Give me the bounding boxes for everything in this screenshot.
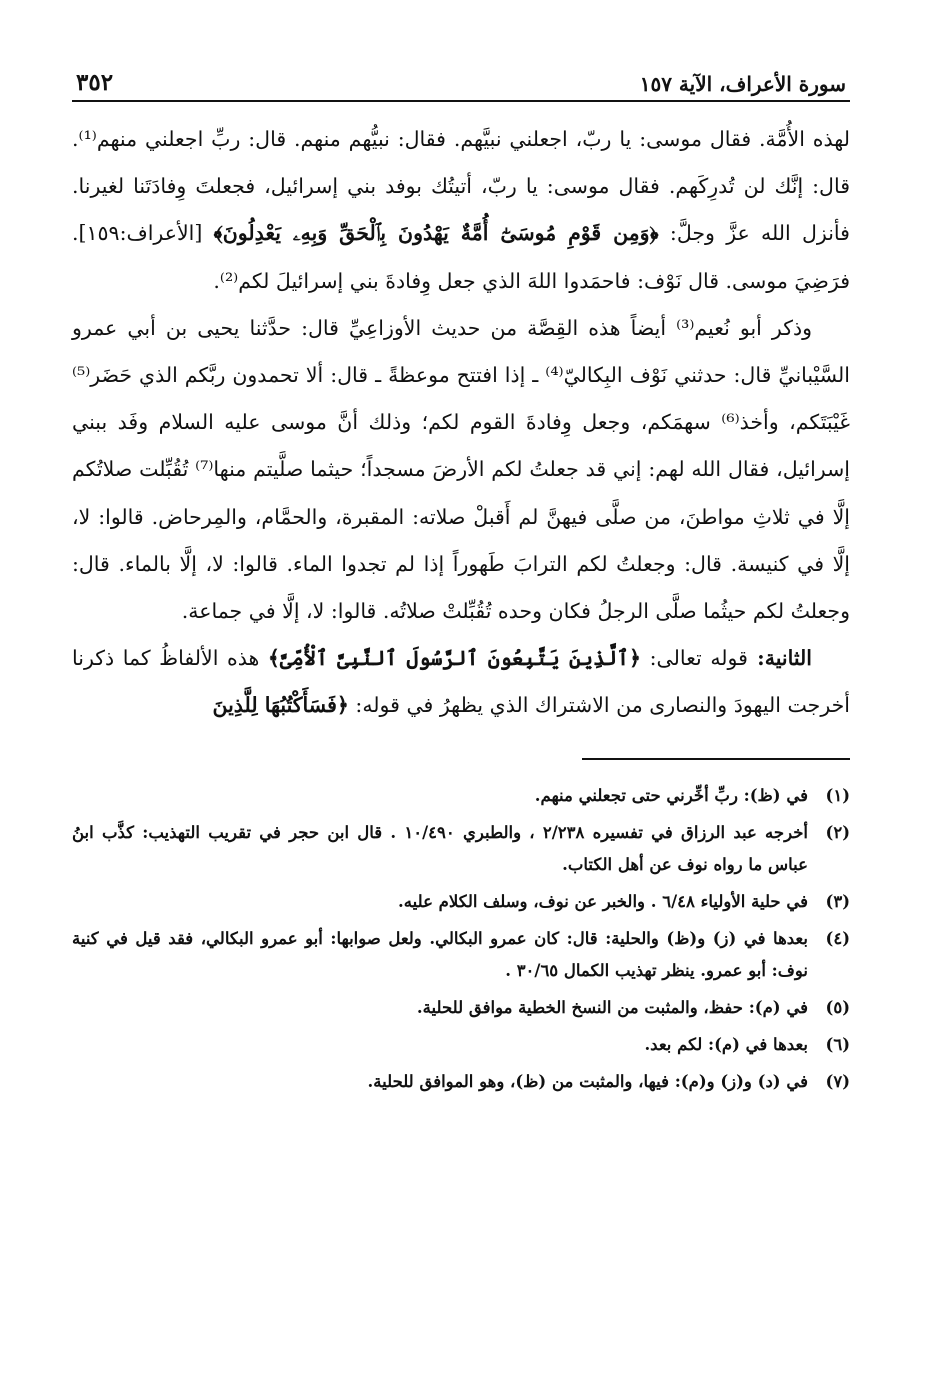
footnotes <box>72 780 850 1098</box>
footnote-number: (٣) <box>825 891 850 911</box>
footnote-number: (٧) <box>825 1071 850 1091</box>
main-text <box>72 116 850 730</box>
paragraph-3 <box>72 635 850 729</box>
quran-verse-2: ﴿ٱلَّذِينَ يَتَّبِعُونَ ٱلرَّسُولَ ٱلنَّبِىَّ ٱلْأُمِّىَّ﴾ <box>267 646 642 671</box>
footnote-text: في حلية الأولياء ٦/٤٨ . والخبر عن نوف، وسلف الكلام عليه. <box>398 891 808 911</box>
section-lead: الثانية: <box>747 646 812 671</box>
footnote-number: (٥) <box>825 997 850 1017</box>
footnote-number: (١) <box>825 785 850 805</box>
footnote-text: أخرجه عبد الرزاق في تفسيره ٢/٢٣٨ ، والطبري ١٠/٤٩٠ . قال ابن حجر في تقريب التهذيب: كذَّب ابنُ عباس ما رواه نوف عن أهل الكتاب. <box>72 822 808 874</box>
paragraph-1 <box>72 116 850 305</box>
page-header <box>72 58 850 102</box>
paragraph-3-text-b: هذه الألفاظُ كما ذكرنا أخرجت اليهودَ والنصارى من الاشتراك الذي يظهرُ في قوله: <box>72 646 850 718</box>
footnote-text: في (م): حفظ، والمثبت من النسخ الخطية موافق للحلية. <box>416 997 808 1017</box>
footnote <box>72 780 850 812</box>
footnote-number: (٤) <box>825 928 850 948</box>
footnote-separator <box>582 758 850 760</box>
running-title: سورة الأعراف، الآية ١٥٧ <box>639 72 846 96</box>
paragraph-3-text-a: قوله تعالى: <box>641 646 748 671</box>
footnote-number: (٢) <box>825 822 850 842</box>
footnote <box>72 992 850 1024</box>
footnote-number: (٦) <box>825 1034 850 1054</box>
quran-verse-3: ﴿فَسَأَكْتُبُهَا لِلَّذِينَ <box>212 693 349 718</box>
paragraph-1-text-b: [الأعراف:١٥٩]. فرَضِيَ موسى. قال نَوْف: فاحمَدوا اللهَ الذي جعل وِفادةَ بني إسرائيلَ لكم⁽²⁾. <box>72 221 850 293</box>
footnote <box>72 923 850 987</box>
footnote-text: في (د) و(ز) و(م): فيها، والمثبت من (ظ)، وهو الموافق للحلية. <box>367 1071 808 1091</box>
paragraph-2: وذكر أبو نُعيم⁽³⁾ أيضاً هذه القِصَّة من حديث الأوزاعِيِّ قال: حدَّثنا يحيى بن أبي عمرو السَّيْبانيِّ قال: حدثني نَوْف البِكاليّ⁽⁴⁾ ـ إذا افتتح موعظةً ـ قال: ألا تحمدون ربَّكم الذي حَضَر⁽⁵⁾ غَيْبَتَكم، وأخذ⁽⁶⁾ سهمَكم، وجعل وِفادةَ القوم لكم؛ وذلك أنَّ موسى عليه السلام وفَد ببني إسرائيل، فقال الله لهم: إني قد جعلتُ لكم الأرضَ مسجداً؛ حيثما صلَّيتم منها⁽⁷⁾ تُقُبِّلت صلاتُكم إلَّا في ثلاثِ مواطنَ، من صلَّى فيهنَّ لم أَقبلْ صلاته: المقبرة، والحمَّام، والمِرحاض. قالوا: لا، إلَّا في كنيسة. قال: وجعلتُ لكم الترابَ طَهوراً إذا لم تجدوا الماء. قالوا: لا، إلَّا بالماء. قال: وجعلتُ لكم حيثُما صلَّى الرجلُ فكان وحده تُقُبِّلتْ صلاتُه. قالوا: لا، إلَّا في جماعة. <box>72 315 851 624</box>
footnote-text: في (ظ): ربِّ أخِّرني حتى تجعلني منهم. <box>534 785 808 805</box>
footnote <box>72 1029 850 1061</box>
quran-verse-1: ﴿وَمِن قَوْمِ مُوسَىٰٓ أُمَّةٌ يَهْدُونَ بِٱلْحَقِّ وَبِهِۦ يَعْدِلُونَ﴾ <box>213 221 659 246</box>
book-page <box>72 58 850 1358</box>
footnote <box>72 886 850 918</box>
footnote-text: بعدها في (م): لكم بعد. <box>644 1034 808 1054</box>
page-number: ٣٥٢ <box>76 69 114 96</box>
paragraph-1-text-a: لهذه الأُمَّة. فقال موسى: يا ربّ، اجعلني نبيَّهم. فقال: نبيُّهم منهم. قال: ربِّ اجعلني منهم⁽¹⁾. قال: إنَّك لن تُدرِكَهم. فقال موسى: يا ربّ، أتيتُك بوفد بني إسرائيل، فجعلتَ وِفادَتَنا لغيرنا. فأنزل الله عزَّ وجلَّ: <box>72 127 850 246</box>
footnote-text: بعدها في (ز) و(ظ) والحلية: قال: كان عمرو البكالي. ولعل صوابها: أبو عمرو البكالي، فقد قيل في كنية نوف: أبو عمرو. ينظر تهذيب الكمال ٣٠/٦٥ . <box>72 928 808 980</box>
footnote <box>72 817 850 881</box>
footnote <box>72 1066 850 1098</box>
